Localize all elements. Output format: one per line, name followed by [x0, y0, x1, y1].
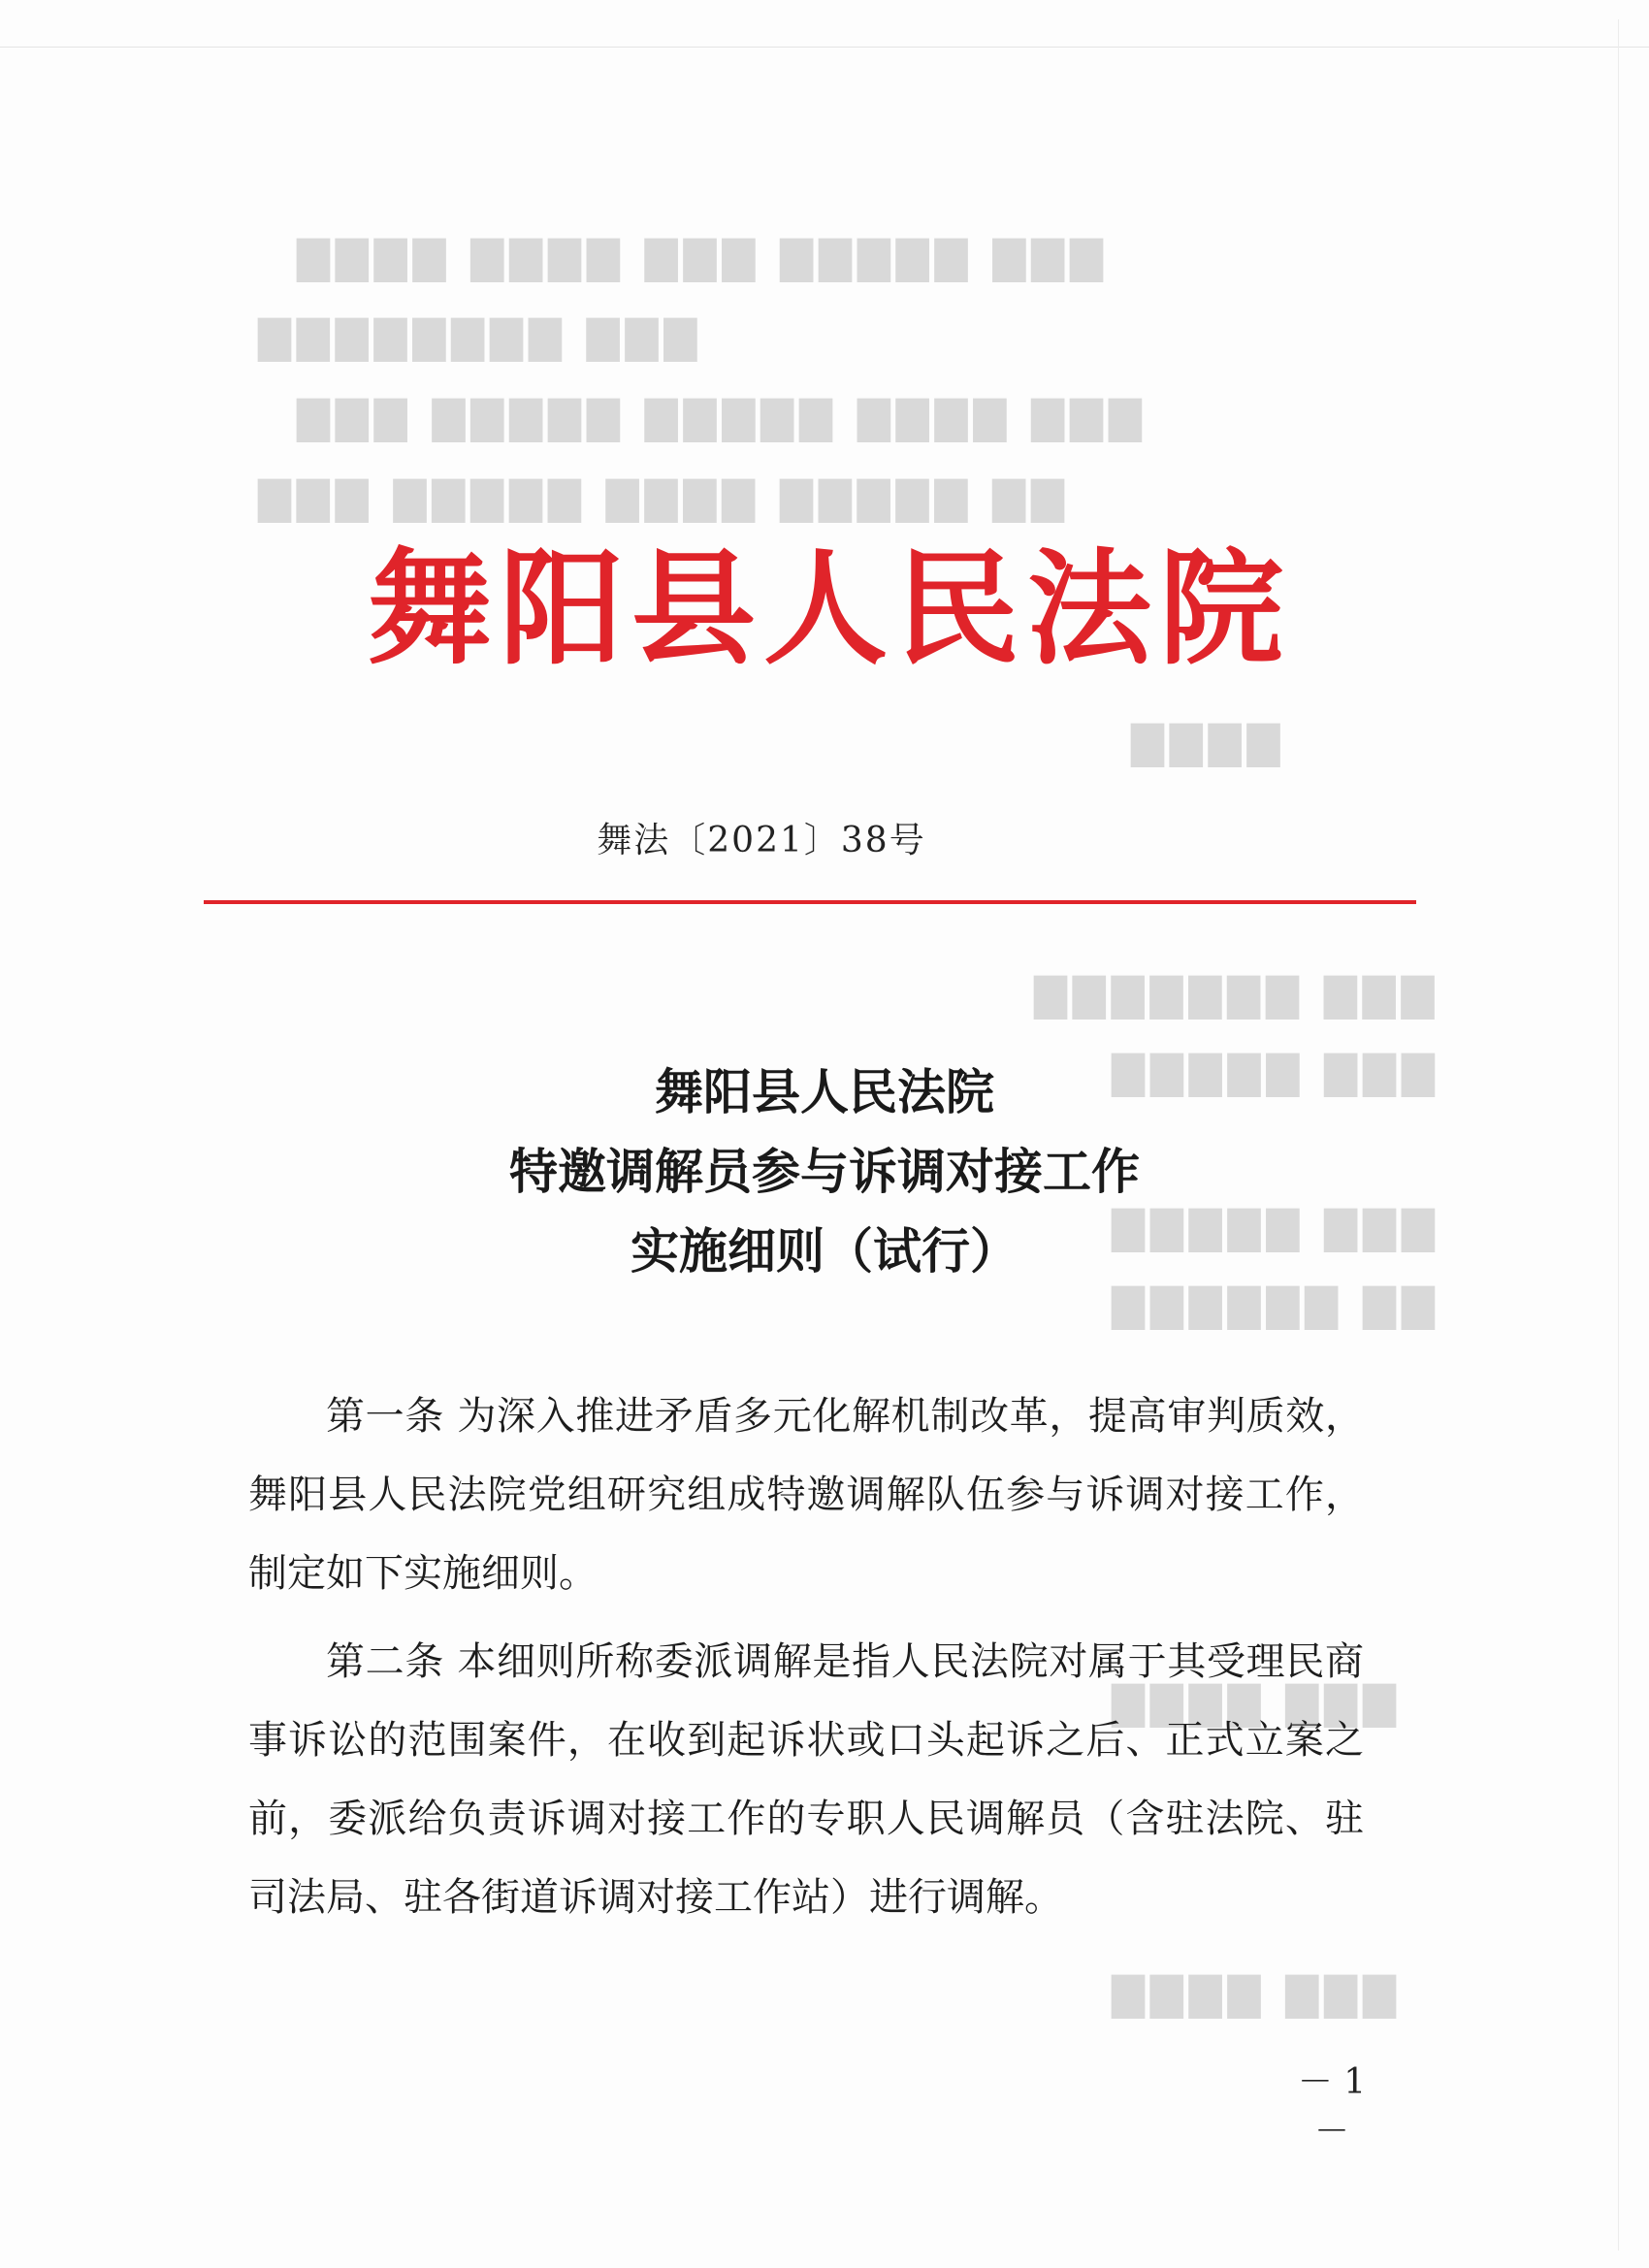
title-line-3: 实施细则（试行）	[630, 1223, 1018, 1280]
issuer-name: 舞阳县人民法院	[367, 537, 1291, 682]
bleed-through-texture: ▇▇▇ ▇▇▇▇▇ ▇▇▇ ▇▇▇▇ ▇▇▇▇ ▇▇▇ ▇▇▇▇▇▇▇▇ ▇▇▇ ▇▇▇▇ ▇▇▇▇▇ ▇▇▇▇▇ ▇▇▇ ▇▇ ▇▇▇▇▇ ▇▇▇▇ ▇▇▇▇▇ ▇▇▇ ▇▇▇▇ ▇▇▇ ▇▇▇▇▇▇▇ ▇▇▇ ▇▇▇▇▇ ▇▇▇ ▇▇▇▇▇ ▇▇ ▇▇▇▇▇▇ ▇▇▇ ▇▇▇▇ ▇▇▇ ▇▇▇▇	[252, 233, 1435, 2019]
title-line-1: 舞阳县人民法院	[655, 1064, 994, 1120]
article-1: 第一条 为深入推进矛盾多元化解机制改革，提高审判质效，舞阳县人民法院党组研究组成特邀调解队伍参与诉调对接工作，制定如下实施细则。	[248, 1394, 1364, 1596]
article-2: 第二条 本细则所称委派调解是指人民法院对属于其受理民商事诉讼的范围案件，在收到起诉状或口头起诉之后、正式立案之前，委派给负责诉调对接工作的专职人民调解员（含驻法院、驻司法局、驻各街道诉调对接工作站）进行调解。	[248, 1639, 1364, 1920]
red-separator-rule	[204, 900, 1416, 904]
page-number: － 1 －	[1297, 2062, 1367, 2152]
document-title	[291, 1053, 1358, 1291]
document-number: 舞法〔2021〕38号	[597, 821, 926, 860]
document-body	[248, 1377, 1364, 1947]
title-line-2: 特邀调解员参与诉调对接工作	[509, 1144, 1140, 1200]
